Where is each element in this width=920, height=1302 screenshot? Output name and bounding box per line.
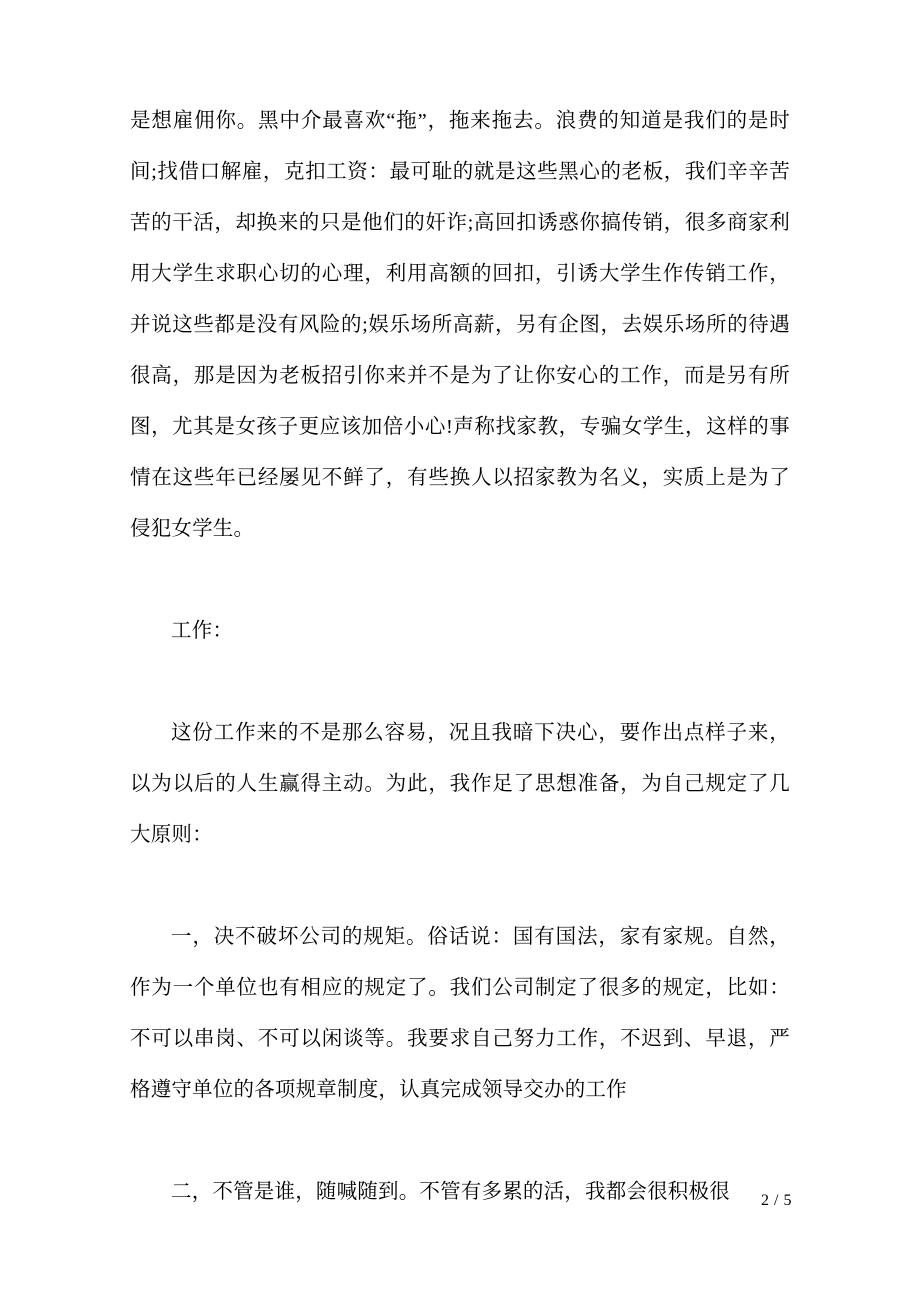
document-body — [130, 96, 790, 1218]
paragraph: 工作： — [171, 620, 234, 642]
page-number: 2 / 5 — [761, 1192, 792, 1209]
paragraph: 这份工作来的不是那么容易，况且我暗下决心，要作出点样子来，以为以后的人生赢得主动。为此，我作足了思想准备，为自己规定了几大原则： — [130, 722, 790, 846]
paragraph: 是想雇佣你。黑中介最喜欢“拖”，拖来拖去。浪费的知道是我们的是时间;找借口解雇，克扣工资：最可耻的就是这些黑心的老板，我们辛辛苦苦的干活，却换来的只是他们的奸诈;高回扣诱惑你搞传销，很多商家利用大学生求职心切的心理，利用高额的回扣，引诱大学生作传销工作，并说这些都是没有风险的;娱乐场所高薪，另有企图，去娱乐场所的待遇很高，那是因为老板招引你来并不是为了让你安心的工作，而是另有所图，尤其是女孩子更应该加倍小心!声称找家教，专骗女学生，这样的事情在这些年已经屡见不鲜了，有些换人以招家教为名义，实质上是为了侵犯女学生。 — [130, 110, 790, 540]
paragraph: 一，决不破坏公司的规矩。俗话说：国有国法，家有家规。自然，作为一个单位也有相应的规定了。我们公司制定了很多的规定，比如：不可以串岗、不可以闲谈等。我要求自己努力工作，不迟到、早退，严格遵守单位的各项规章制度，认真完成领导交办的工作 — [130, 926, 790, 1101]
paragraph: 二，不管是谁，随喊随到。不管有多累的活，我都会很积极很 — [171, 1181, 730, 1203]
